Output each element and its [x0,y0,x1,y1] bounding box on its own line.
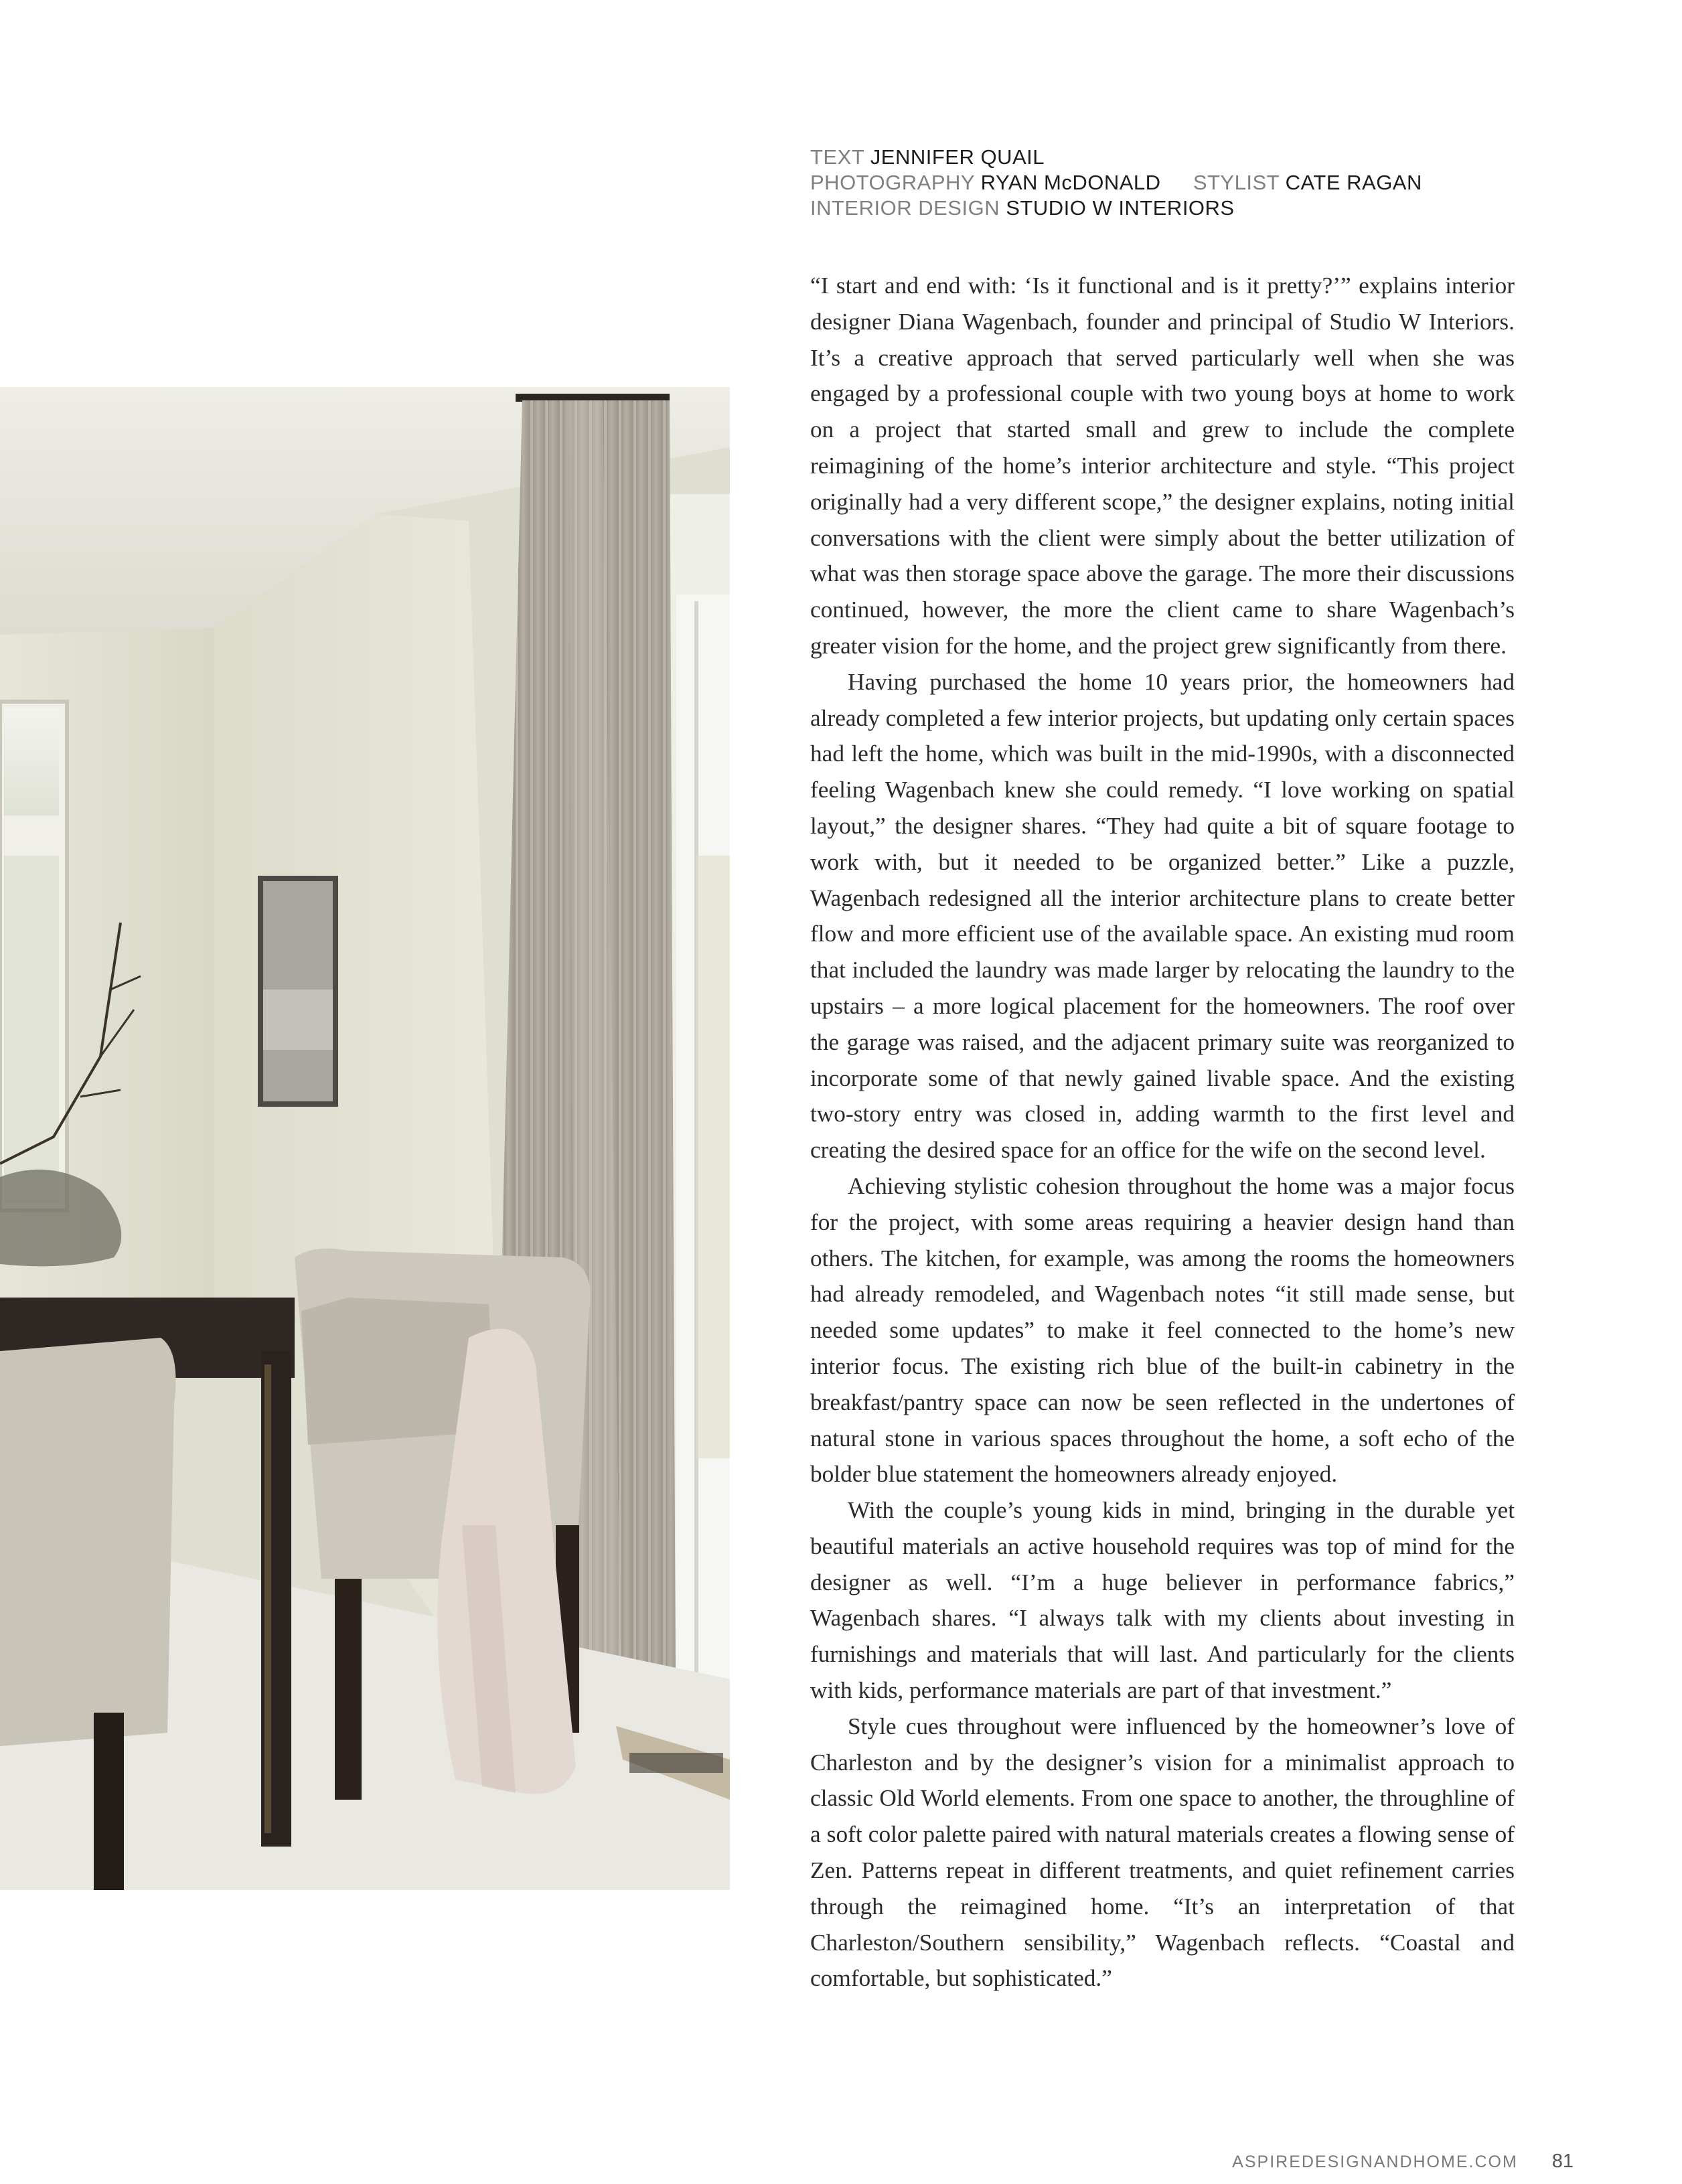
article-paragraph: Having purchased the home 10 years prior, the homeowners had already completed a few interior projects, but updating only certain spaces had left the home, which was built in the mid-1990s, with a disconnected feeling Wagenbach knew she could remedy. “I love working on spatial layout,” the designer shares. “They had quite a bit of square footage to work with, but it needed to be organized better.” Like a puzzle, Wagenbach redesigned all the interior architecture plans to create better flow and more efficient use of the available space. An existing mud room that included the laundry was made larger by relocating the laundry to the upstairs – a more logical placement for the homeowners. The roof over the garage was raised, and the adjacent primary suite was reorganized to incorporate some of that newly gained livable space. And the existing two-story entry was closed in, adding warmth to the first level and creating the desired space for an office for the wife on the second level. [810,668,1515,1164]
article-paragraph: With the couple’s young kids in mind, bringing in the durable yet beautiful materials an active household requires was top of mind for the designer as well. “I’m a huge believer in performance fabrics,” Wagenbach shares. “I always talk with my clients about investing in furnishings and materials that will last. And particularly for the clients with kids, performance materials are part of that investment.” [810,1497,1515,1704]
article-body [810,268,1515,1997]
credit-design-label: INTERIOR DESIGN [810,196,1000,220]
credit-design-name: STUDIO W INTERIORS [1006,196,1235,220]
credit-interior-design [810,196,1547,221]
dining-room-photo-illustration [0,387,730,1890]
credit-text-name: JENNIFER QUAIL [870,145,1045,169]
credit-photography [810,170,1547,196]
article-paragraph: Style cues throughout were influenced by the homeowner’s love of Charleston and by the designer’s vision for a minimalist approach to classic Old World elements. From one space to another, the throughline of a soft color palette paired with natural materials creates a flowing sense of Zen. Patterns repeat in different treatments, and quiet refinement carries through the reimagined home. “It’s an interpretation of that Charleston/Southern sensibility,” Wagenbach reflects. “Coastal and comfortable, but sophisticated.” [810,1713,1515,1992]
interior-photo [0,387,730,1890]
credit-stylist-label: STYLIST [1193,171,1280,194]
article-paragraph: Achieving stylistic cohesion throughout the home was a major focus for the project, with some areas requiring a heavier design hand than others. The kitchen, for example, was among the rooms the homeowners had already remodeled, and Wagenbach notes “it still made sense, but needed some updates” to make it feel connected to the home’s new interior focus. The existing rich blue of the built-in cabinetry in the breakfast/pantry space can now be seen reflected in the undertones of natural stone in various spaces throughout the home, a soft echo of the bolder blue statement the homeowners already enjoyed. [810,1172,1515,1488]
credit-stylist-name: CATE RAGAN [1285,171,1422,194]
credit-text [810,145,1547,170]
credit-photography-name: RYAN McDONALD [980,171,1161,194]
credit-photography-label: PHOTOGRAPHY [810,171,975,194]
page-footer [1232,2151,1574,2173]
article-paragraph: “I start and end with: ‘Is it functional and is it pretty?’” explains interior designer Diana Wagenbach, founder and principal of Studio W Interiors. It’s a creative approach that served particularly well when she was engaged by a professional couple with two young boys at home to work on a project that started small and grew to include the complete reimagining of the home’s interior architecture and style. “This project originally had a very different scope,” the designer explains, noting initial conversations with the client were simply about the better utilization of what was then storage space above the garage. The more their discussions continued, however, the more the client came to share Wagenbach’s greater vision for the home, and the project grew significantly from there. [810,272,1515,659]
credits-block [810,145,1547,221]
credit-text-label: TEXT [810,145,864,169]
footer-website: ASPIREDESIGNANDHOME.COM [1232,2153,1518,2171]
page-number: 81 [1551,2151,1574,2172]
